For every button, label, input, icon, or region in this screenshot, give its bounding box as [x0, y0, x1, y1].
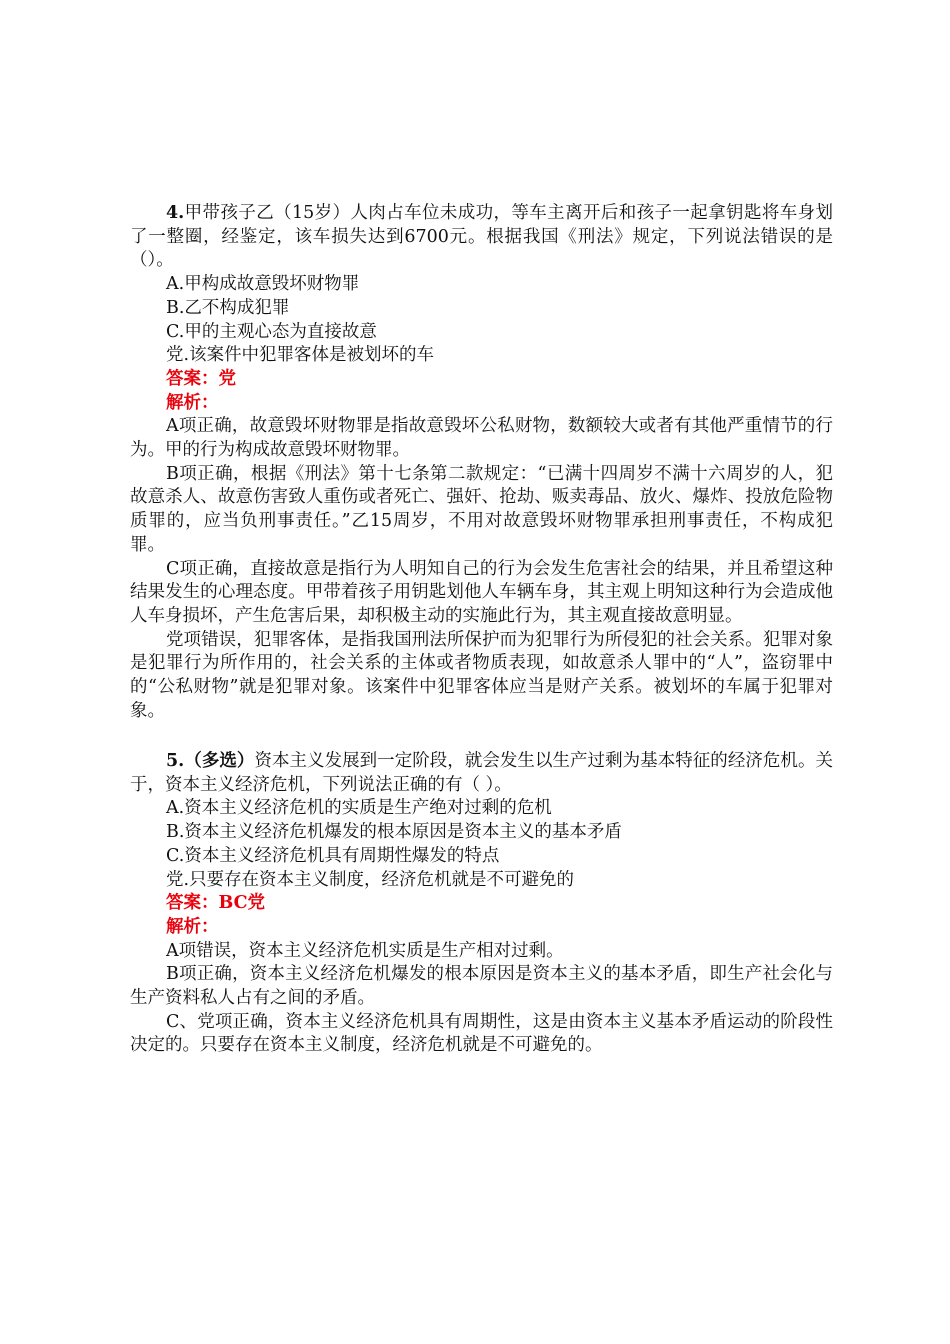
- analysis-paragraph-b: B项正确，资本主义经济危机爆发的根本原因是资本主义的基本矛盾，即生产社会化与生产资料私人占有之间的矛盾。: [130, 964, 833, 1009]
- question-5: [130, 750, 833, 1058]
- option-b: B.资本主义经济危机爆发的根本原因是资本主义的基本矛盾: [166, 822, 622, 843]
- option-c: C.甲的主观心态为直接故意: [166, 321, 377, 342]
- analysis-paragraph-c: C项正确，直接故意是指行为人明知自己的行为会发生危害社会的结果，并且希望这种结果发生的心理态度。甲带着孩子用钥匙划他人车辆车身，其主观上明知这种行为会造成他人车身损坏，产生危害后果，却积极主动的实施此行为，其主观直接故意明显。: [130, 558, 833, 626]
- option-d: 党.只要存在资本主义制度，经济危机就是不可避免的: [166, 869, 575, 890]
- question-5-stem-text: 资本主义发展到一定阶段，就会发生以生产过剩为基本特征的经济危机。关于，资本主义经济危机，下列说法正确的有（ ）。: [130, 751, 833, 795]
- option-c: C.资本主义经济危机具有周期性爆发的特点: [166, 845, 500, 866]
- question-5-stem: [130, 750, 833, 797]
- analysis-paragraph-b: B项正确，根据《刑法》第十七条第二款规定：“已满十四周岁不满十六周岁的人，犯故意杀人、故意伤害致人重伤或者死亡、强奸、抢劫、贩卖毒品、放火、爆炸、投放危险物质罪的，应当负刑事责任。”乙15周岁，不用对故意毁坏财物罪承担刑事责任，不构成犯罪。: [130, 463, 833, 555]
- option-a: A.资本主义经济危机的实质是生产绝对过剩的危机: [166, 798, 552, 819]
- analysis-paragraph-a: A项错误，资本主义经济危机实质是生产相对过剩。: [166, 940, 564, 961]
- question-5-number: 5.（多选）: [166, 751, 255, 771]
- analysis-label: 解析：: [166, 916, 219, 937]
- analysis-label: 解析：: [166, 392, 219, 413]
- question-4-stem-text: 甲带孩子乙（15岁）人肉占车位未成功，等车主离开后和孩子一起拿钥匙将车身划了一整圈，经鉴定，该车损失达到6700元。根据我国《刑法》规定，下列说法错误的是（）。: [130, 203, 833, 271]
- option-b: B.乙不构成犯罪: [166, 297, 290, 318]
- answer-label: 答案：BC党: [166, 893, 266, 914]
- analysis-paragraph-d: 党项错误，犯罪客体，是指我国刑法所保护而为犯罪行为所侵犯的社会关系。犯罪对象是犯罪行为所作用的，社会关系的主体或者物质表现，如故意杀人罪中的“人”，盗窃罪中的“公私财物”就是犯罪对象。该案件中犯罪客体应当是财产关系。被划坏的车属于犯罪对象。: [130, 629, 833, 721]
- question-4-stem: [130, 202, 833, 273]
- answer-label: 答案：党: [166, 368, 236, 389]
- question-4-number: 4.: [166, 203, 185, 223]
- question-4: [130, 202, 833, 723]
- analysis-paragraph-a: A项正确，故意毁坏财物罪是指故意毁坏公私财物，数额较大或者有其他严重情节的行为。甲的行为构成故意毁坏财物罪。: [130, 416, 833, 461]
- option-d: 党.该案件中犯罪客体是被划坏的车: [166, 345, 435, 366]
- option-a: A.甲构成故意毁坏财物罪: [166, 274, 360, 295]
- analysis-paragraph-c: C、党项正确，资本主义经济危机具有周期性，这是由资本主义基本矛盾运动的阶段性决定的。只要存在资本主义制度，经济危机就是不可避免的。: [130, 1011, 833, 1056]
